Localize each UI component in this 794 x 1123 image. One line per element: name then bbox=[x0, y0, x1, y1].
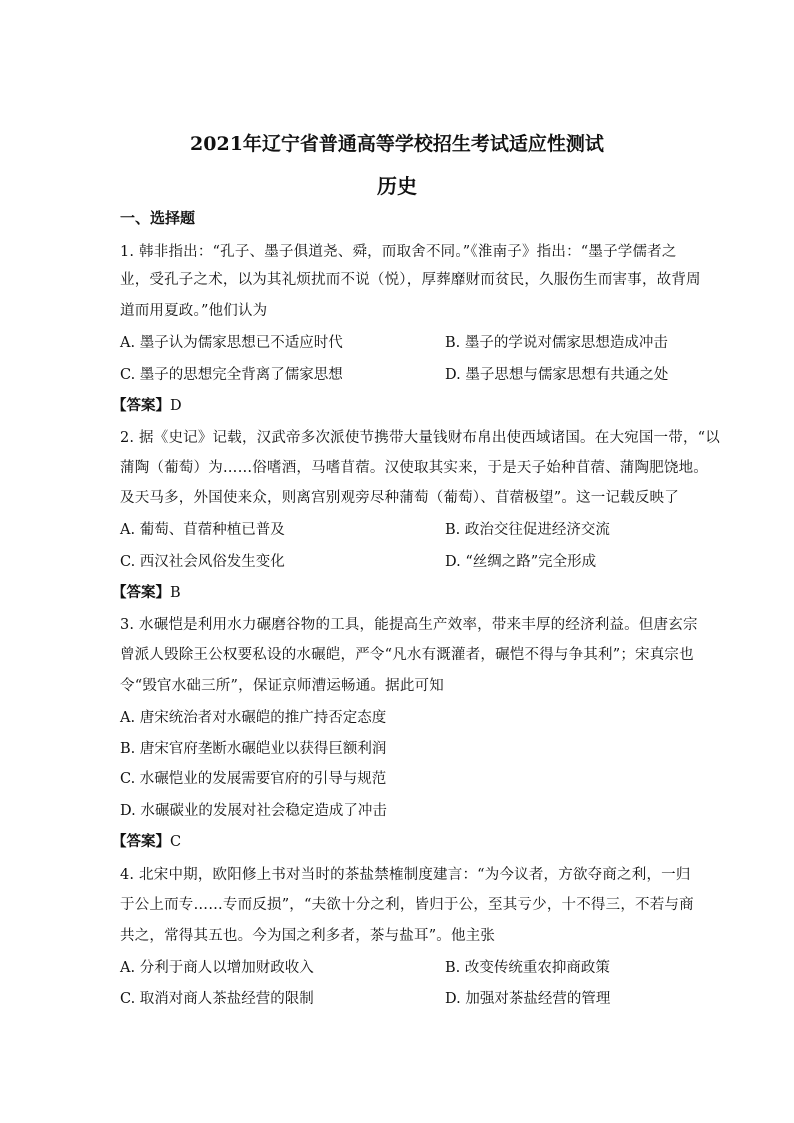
section-heading: 一、选择题 bbox=[120, 209, 196, 227]
answer-label: 【答案】 bbox=[112, 833, 170, 850]
question-1-line-1: 1. 韩非指出：“孔子、墨子俱道尧、舜，而取舍不同。”《淮南子》指出：“墨子学儒者之 bbox=[120, 244, 677, 260]
subject-title: 历史 bbox=[377, 174, 417, 198]
question-1-option-d: D. 墨子思想与儒家思想有共通之处 bbox=[445, 367, 669, 383]
question-2-option-a: A. 葡萄、苜蓿种植已普及 bbox=[120, 522, 285, 538]
question-2-line-3: 及天马多，外国使来众，则离宫别观旁尽种蒲萄（葡萄）、苜蓿极望”。这一记载反映了 bbox=[120, 490, 679, 506]
answer-label: 【答案】 bbox=[112, 584, 170, 601]
answer-label: 【答案】 bbox=[112, 397, 170, 414]
question-4-option-c: C. 取消对商人茶盐经营的限制 bbox=[120, 991, 314, 1007]
question-3-option-c: C. 水碾恺业的发展需要官府的引导与规范 bbox=[120, 771, 387, 787]
question-1-option-a: A. 墨子认为儒家思想已不适应时代 bbox=[120, 335, 343, 351]
question-3-line-1: 3. 水碾恺是利用水力碾磨谷物的工具，能提高生产效率，带来丰厚的经济利益。但唐玄宗 bbox=[120, 617, 698, 633]
question-2-line-1: 2. 据《史记》记载，汉武帝多次派使节携带大量钱财布帛出使西域诸国。在大宛国一带，“以 bbox=[120, 430, 720, 446]
question-2-line-2: 蒲陶（葡萄）为……俗嗜酒，马嗜苜蓿。汉使取其实来，于是天子始种苜蓿、蒲陶肥饶地。 bbox=[120, 460, 708, 476]
question-3-answer bbox=[112, 830, 181, 851]
question-2-option-d: D. “丝绸之路”完全形成 bbox=[445, 554, 597, 570]
question-2-option-b: B. 政治交往促进经济交流 bbox=[445, 522, 610, 538]
question-1-line-2: 业，受孔子之术，以为其礼烦扰而不说（悦），厚葬靡财而贫民，久服伤生而害事，故背周 bbox=[120, 272, 701, 288]
question-3-option-d: D. 水碾碳业的发展对社会稳定造成了冲击 bbox=[120, 803, 387, 819]
answer-value: B bbox=[170, 585, 181, 601]
question-3-line-2: 曾派人毁除王公权要私设的水碾皑，严令“凡水有溉灌者，碾恺不得与争其利”；宋真宗也 bbox=[120, 647, 694, 663]
answer-value: C bbox=[170, 834, 182, 850]
answer-value: D bbox=[170, 398, 182, 414]
question-3-option-b: B. 唐宋官府垄断水碾皑业以获得巨额利润 bbox=[120, 741, 387, 757]
question-1-option-b: B. 墨子的学说对儒家思想造成冲击 bbox=[445, 335, 668, 351]
question-1-answer bbox=[112, 394, 182, 415]
question-4-option-b: B. 改变传统重农抑商政策 bbox=[445, 960, 610, 976]
question-4-line-3: 共之，常得其五也。今为国之利多者，茶与盐耳”。他主张 bbox=[120, 928, 496, 944]
question-3-line-3: 令“毁官水础三所”，保证京师漕运畅通。据此可知 bbox=[120, 678, 444, 694]
exam-title: 2021年辽宁省普通高等学校招生考试适应性测试 bbox=[190, 133, 604, 155]
question-2-answer bbox=[112, 581, 181, 602]
question-4-line-1: 4. 北宋中期，欧阳修上书对当时的茶盐禁榷制度建言：“为今议者，方欲夺商之利，一归 bbox=[120, 867, 691, 883]
question-1-option-c: C. 墨子的思想完全背离了儒家思想 bbox=[120, 367, 343, 383]
question-1-line-3: 道而用夏政。”他们认为 bbox=[120, 303, 268, 319]
question-4-line-2: 于公上而专……专而反损”，“夫欲十分之利，皆归于公，至其亏少，十不得三，不若与商 bbox=[120, 897, 694, 913]
question-4-option-a: A. 分利于商人以增加财政收入 bbox=[120, 960, 314, 976]
question-3-option-a: A. 唐宋统治者对水碾皑的推广持否定态度 bbox=[120, 710, 387, 726]
question-2-option-c: C. 西汉社会风俗发生变化 bbox=[120, 554, 285, 570]
question-4-option-d: D. 加强对茶盐经营的管理 bbox=[445, 991, 611, 1007]
